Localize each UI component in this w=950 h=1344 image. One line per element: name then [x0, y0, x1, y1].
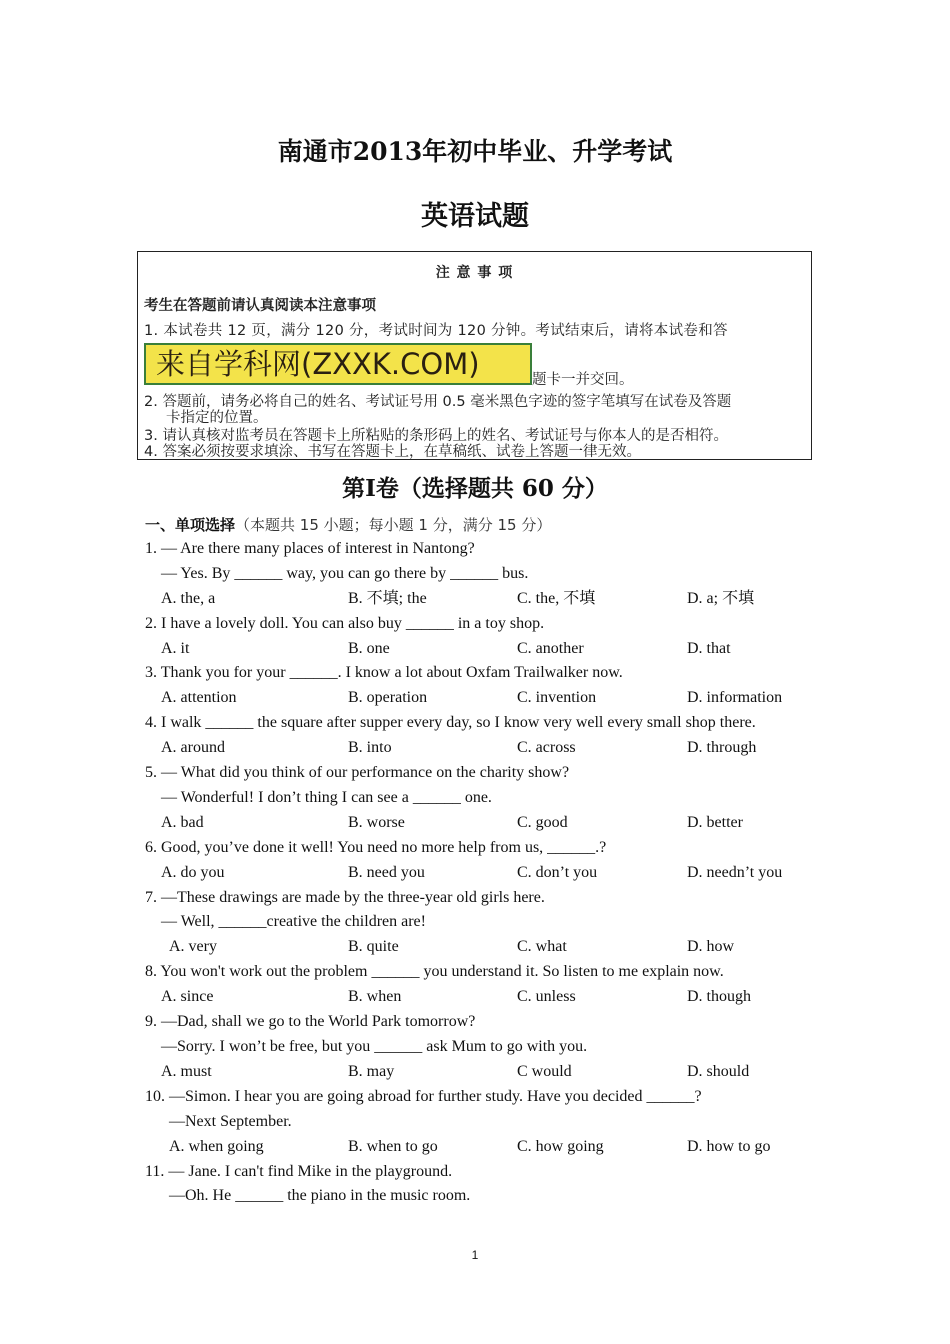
- question-stem: 3. Thank you for your ______. I know a lot about Oxfam Trailwalker now.: [145, 664, 623, 681]
- answer-option-a: A. since: [161, 988, 214, 1005]
- question-stem-continued: — Wonderful! I don’t thing I can see a ______ one.: [161, 789, 492, 806]
- watermark-logo: [144, 343, 532, 385]
- question-stem: 5. — What did you think of our performance on the charity show?: [145, 764, 570, 781]
- question-stem: 11. — Jane. I can't find Mike in the playground.: [145, 1163, 453, 1180]
- answer-option-d: D. information: [687, 689, 783, 706]
- answer-option-d: D. needn’t you: [687, 864, 783, 881]
- part-note: （本题共 15 小题；每小题 1 分，满分 15 分）: [235, 516, 552, 534]
- notice-intro: 考生在答题前请认真阅读本注意事项: [144, 298, 376, 314]
- notice-item-1: 1. 本试卷共 12 页，满分 120 分，考试时间为 120 分钟。考试结束后，请将本试卷和答: [144, 323, 728, 339]
- question-stem-continued: —Oh. He ______ the piano in the music room.: [169, 1187, 471, 1204]
- notice-item-4: 4. 答案必须按要求填涂、书写在答题卡上，在草稿纸、试卷上答题一律无效。: [144, 444, 641, 460]
- answer-option-a: A. the, a: [161, 590, 216, 607]
- answer-option-b: B. worse: [348, 814, 405, 831]
- answer-option-b: B. when to go: [348, 1138, 438, 1155]
- answer-option-b: B. operation: [348, 689, 428, 706]
- exam-title: 南通市2013年初中毕业、升学考试: [277, 137, 673, 166]
- notice-box: [137, 251, 812, 460]
- answer-option-b: B. one: [348, 640, 390, 657]
- answer-option-d: D. that: [687, 640, 731, 657]
- answer-option-d: D. should: [687, 1063, 750, 1080]
- question-stem: 2. I have a lovely doll. You can also buy ______ in a toy shop.: [145, 615, 545, 632]
- answer-option-a: A. it: [161, 640, 190, 657]
- answer-option-c: C. across: [517, 739, 576, 756]
- notice-heading: 注 意 事 项: [435, 265, 514, 281]
- answer-option-c: C. don’t you: [517, 864, 598, 881]
- notice-item-2-continued: 卡指定的位置。: [166, 410, 268, 426]
- question-stem-continued: —Next September.: [169, 1113, 292, 1130]
- answer-option-b: B. may: [348, 1063, 395, 1080]
- answer-option-c: C. good: [517, 814, 568, 831]
- answer-option-a: A. do you: [161, 864, 225, 881]
- part-title: 一、单项选择: [145, 516, 236, 534]
- answer-option-c: C. what: [517, 938, 567, 955]
- answer-option-b: B. into: [348, 739, 392, 756]
- answer-option-c: C would: [517, 1063, 572, 1080]
- answer-option-c: C. the, 不填: [517, 590, 596, 607]
- page-number: 1: [471, 1248, 479, 1262]
- answer-option-c: C. unless: [517, 988, 576, 1005]
- answer-option-c: C. another: [517, 640, 584, 657]
- answer-option-a: A. when going: [169, 1138, 264, 1155]
- answer-option-d: D. how: [687, 938, 735, 955]
- answer-option-d: D. better: [687, 814, 743, 831]
- answer-option-b: B. need you: [348, 864, 425, 881]
- answer-option-d: D. though: [687, 988, 751, 1005]
- answer-option-c: C. how going: [517, 1138, 604, 1155]
- answer-option-d: D. through: [687, 739, 757, 756]
- question-stem: 1. — Are there many places of interest in Nantong?: [145, 540, 475, 557]
- watermark-text: 来自学科网(ZXXK.COM): [156, 347, 480, 381]
- answer-option-b: B. 不填; the: [348, 590, 427, 607]
- answer-option-a: A. attention: [161, 689, 237, 706]
- question-stem: 7. —These drawings are made by the three-year old girls here.: [145, 889, 545, 906]
- question-stem: 10. —Simon. I hear you are going abroad for further study. Have you decided ______?: [145, 1088, 702, 1105]
- question-stem-continued: —Sorry. I won’t be free, but you ______ ask Mum to go with you.: [161, 1038, 588, 1055]
- answer-option-a: A. bad: [161, 814, 204, 831]
- question-stem-continued: — Well, ______creative the children are!: [161, 913, 426, 930]
- answer-option-a: A. must: [161, 1063, 212, 1080]
- part-heading: [145, 514, 551, 535]
- exam-subtitle: 英语试题: [421, 201, 529, 232]
- section-heading: 第Ⅰ卷（选择题共 60 分）: [342, 475, 608, 502]
- answer-option-d: D. how to go: [687, 1138, 771, 1155]
- answer-option-a: A. around: [161, 739, 225, 756]
- answer-option-c: C. invention: [517, 689, 597, 706]
- answer-option-b: B. when: [348, 988, 402, 1005]
- question-stem: 9. —Dad, shall we go to the World Park tomorrow?: [145, 1013, 476, 1030]
- answer-option-d: D. a; 不填: [687, 590, 755, 607]
- notice-item-2: 2. 答题前，请务必将自己的姓名、考试证号用 0.5 毫米黑色字迹的签字笔填写在试卷及答题: [144, 394, 732, 410]
- notice-item-1-continued: 题卡一并交回。: [532, 372, 634, 388]
- question-stem-continued: — Yes. By ______ way, you can go there by ______ bus.: [161, 565, 529, 582]
- answer-option-a: A. very: [169, 938, 217, 955]
- answer-option-b: B. quite: [348, 938, 399, 955]
- notice-item-3: 3. 请认真核对监考员在答题卡上所粘贴的条形码上的姓名、考试证号与你本人的是否相符。: [144, 428, 728, 444]
- question-stem: 6. Good, you’ve done it well! You need no more help from us, ______.?: [145, 839, 607, 856]
- question-stem: 8. You won't work out the problem ______ you understand it. So listen to me explain now.: [145, 963, 724, 980]
- question-stem: 4. I walk ______ the square after supper every day, so I know very well every small shop there.: [145, 714, 756, 731]
